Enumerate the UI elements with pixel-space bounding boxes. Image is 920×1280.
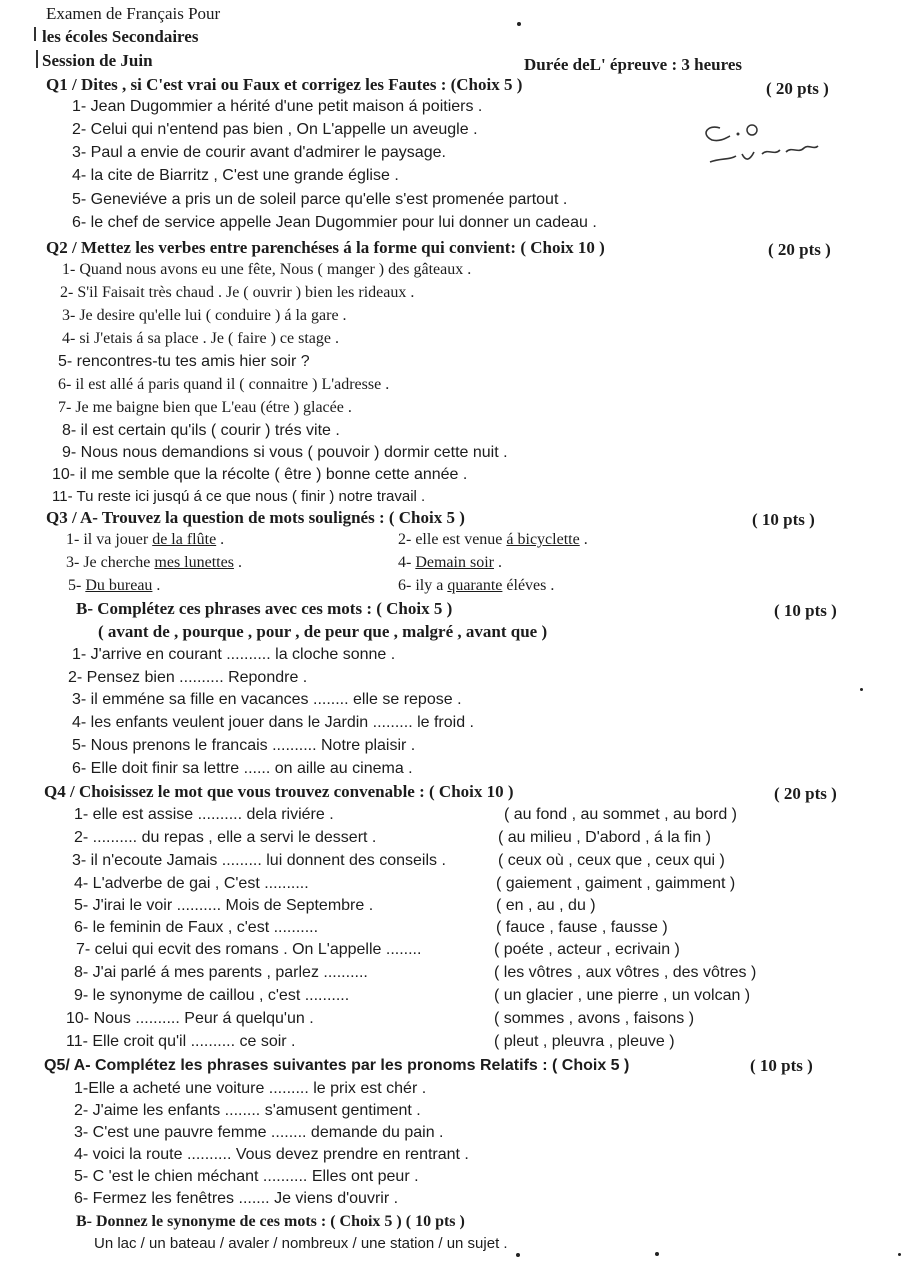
q1-item: 4- la cite de Biarritz , C'est une grande église .	[72, 167, 399, 184]
q5a-item: 5- C 'est le chien méchant .......... Elles ont peur .	[74, 1168, 419, 1185]
q4-points: ( 20 pts )	[774, 784, 837, 803]
q5b-title: B- Donnez le synonyme de ces mots : ( Choix 5 ) ( 10 pts )	[76, 1213, 465, 1230]
q3b-item: 3- il emméne sa fille en vacances ........ elle se repose .	[72, 691, 462, 708]
exam-duration: Durée deL' épreuve : 3 heures	[524, 55, 742, 74]
q4-item-sentence: 9- le synonyme de caillou , c'est ..........	[74, 987, 350, 1004]
q2-item: 10- il me semble que la récolte ( être ) bonne cette année .	[52, 466, 468, 483]
q4-item-options: ( ceux où , ceux que , ceux qui )	[498, 852, 725, 869]
q1-item: 2- Celui qui n'entend pas bien , On L'appelle un aveugle .	[72, 121, 478, 138]
margin-mark	[36, 50, 38, 68]
handwritten-note-icon	[690, 110, 830, 172]
q2-points: ( 20 pts )	[768, 240, 831, 259]
q4-item-sentence: 4- L'adverbe de gai , C'est ..........	[74, 875, 309, 892]
q5a-title: Q5/ A- Complétez les phrases suivantes par les pronoms Relatifs : ( Choix 5 )	[44, 1057, 630, 1074]
q3a-item: 6- ily a quarante éléves .	[398, 577, 555, 594]
q2-item: 5- rencontres-tu tes amis hier soir ?	[58, 353, 310, 370]
q4-item-sentence: 2- .......... du repas , elle a servi le dessert .	[74, 829, 377, 846]
q4-item-sentence: 7- celui qui ecvit des romans . On L'appelle ........	[76, 941, 422, 958]
q4-item-sentence: 3- il n'ecoute Jamais ......... lui donnent des conseils .	[72, 852, 446, 869]
stray-mark	[655, 1252, 659, 1256]
q4-item-sentence: 11- Elle croit qu'il .......... ce soir .	[66, 1033, 296, 1050]
q3b-item: 5- Nous prenons le francais .......... Notre plaisir .	[72, 737, 416, 754]
stray-mark	[516, 1253, 520, 1257]
q3a-item: 3- Je cherche mes lunettes .	[66, 554, 242, 571]
q4-item-sentence: 8- J'ai parlé á mes parents , parlez ..........	[74, 964, 368, 981]
q2-item: 7- Je me baigne bien que L'eau (étre ) glacée .	[58, 399, 352, 416]
q4-item-options: ( en , au , du )	[496, 897, 596, 914]
q5a-item: 6- Fermez les fenêtres ....... Je viens d'ouvrir .	[74, 1190, 399, 1207]
q4-item-options: ( un glacier , une pierre , un volcan )	[494, 987, 751, 1004]
margin-mark	[34, 27, 36, 41]
stray-mark	[898, 1253, 901, 1256]
q4-title: Q4 / Choisissez le mot que vous trouvez convenable : ( Choix 10 )	[44, 782, 514, 801]
q5b-word-list: Un lac / un bateau / avaler / nombreux / une station / un sujet .	[94, 1235, 508, 1252]
session-label: Session de Juin	[42, 51, 153, 70]
q1-item: 5- Geneviéve a pris un de soleil parce qu'elle s'est promenée partout .	[72, 191, 568, 208]
q4-item-options: ( fauce , fause , fausse )	[496, 919, 668, 936]
q5a-item: 1-Elle a acheté une voiture ......... le prix est chér .	[74, 1080, 427, 1097]
q5a-item: 2- J'aime les enfants ........ s'amusent gentiment .	[74, 1102, 421, 1119]
q3a-item: 1- il va jouer de la flûte .	[66, 531, 225, 548]
q5a-points: ( 10 pts )	[750, 1056, 813, 1075]
q4-item-options: ( pleut , pleuvra , pleuve )	[494, 1033, 675, 1050]
q3b-points: ( 10 pts )	[774, 601, 837, 620]
q2-item: 3- Je desire qu'elle lui ( conduire ) á la gare .	[62, 307, 347, 324]
q4-item-sentence: 10- Nous .......... Peur á quelqu'un .	[66, 1010, 314, 1027]
q4-item-options: ( poéte , acteur , ecrivain )	[494, 941, 680, 958]
q2-item: 1- Quand nous avons eu une fête, Nous ( manger ) des gâteaux .	[62, 261, 472, 278]
exam-title: Examen de Français Pour	[46, 4, 221, 23]
q3b-word-list: ( avant de , pourque , pour , de peur que , malgré , avant que )	[98, 622, 548, 641]
q3a-item: 4- Demain soir .	[398, 554, 502, 571]
q4-item-options: ( au fond , au sommet , au bord )	[504, 806, 738, 823]
q1-points: ( 20 pts )	[766, 79, 829, 98]
q4-item-options: ( gaiement , gaiment , gaimment )	[496, 875, 736, 892]
q1-item: 1- Jean Dugommier a hérité d'une petit maison á poitiers .	[72, 98, 483, 115]
q1-item: 6- le chef de service appelle Jean Dugommier pour lui donner un cadeau .	[72, 214, 597, 231]
q2-item: 4- si J'etais á sa place . Je ( faire ) ce stage .	[62, 330, 339, 347]
q2-item: 11- Tu reste ici jusqú á ce que nous ( finir ) notre travail .	[52, 488, 426, 505]
q4-item-sentence: 5- J'irai le voir .......... Mois de Septembre .	[74, 897, 374, 914]
q2-item: 2- S'il Faisait très chaud . Je ( ouvrir ) bien les rideaux .	[60, 284, 415, 301]
q2-item: 9- Nous nous demandions si vous ( pouvoir ) dormir cette nuit .	[62, 444, 508, 461]
q3a-points: ( 10 pts )	[752, 510, 815, 529]
q2-item: 6- il est allé á paris quand il ( connaitre ) L'adresse .	[58, 376, 390, 393]
q3b-item: 2- Pensez bien .......... Repondre .	[68, 669, 308, 686]
q4-item-sentence: 6- le feminin de Faux , c'est ..........	[74, 919, 319, 936]
q3b-item: 6- Elle doit finir sa lettre ...... on aille au cinema .	[72, 760, 413, 777]
q4-item-options: ( les vôtres , aux vôtres , des vôtres )	[494, 964, 757, 981]
q3a-item: 5- Du bureau .	[68, 577, 161, 594]
q4-item-sentence: 1- elle est assise .......... dela riviére .	[74, 806, 334, 823]
q5a-item: 4- voici la route .......... Vous devez prendre en rentrant .	[74, 1146, 469, 1163]
q3b-item: 4- les enfants veulent jouer dans le Jardin ......... le froid .	[72, 714, 474, 731]
q1-item: 3- Paul a envie de courir avant d'admirer le paysage.	[72, 144, 446, 161]
stray-mark	[860, 688, 863, 691]
q5a-item: 3- C'est une pauvre femme ........ demande du pain .	[74, 1124, 444, 1141]
q2-item: 8- il est certain qu'ils ( courir ) trés vite .	[62, 422, 340, 439]
q3b-title: B- Complétez ces phrases avec ces mots : ( Choix 5 )	[76, 599, 453, 618]
school-type: les écoles Secondaires	[42, 27, 199, 46]
q3b-item: 1- J'arrive en courant .......... la cloche sonne .	[72, 646, 396, 663]
q3a-title: Q3 / A- Trouvez la question de mots soulignés : ( Choix 5 )	[46, 508, 465, 527]
q4-item-options: ( sommes , avons , faisons )	[494, 1010, 695, 1027]
q2-title: Q2 / Mettez les verbes entre parenchéses á la forme qui convient: ( Choix 10 )	[46, 238, 605, 257]
q3a-item: 2- elle est venue á bicyclette .	[398, 531, 588, 548]
stray-mark	[517, 22, 521, 26]
q1-title: Q1 / Dites , si C'est vrai ou Faux et corrigez les Fautes : (Choix 5 )	[46, 75, 523, 94]
q4-item-options: ( au milieu , D'abord , á la fin )	[498, 829, 711, 846]
